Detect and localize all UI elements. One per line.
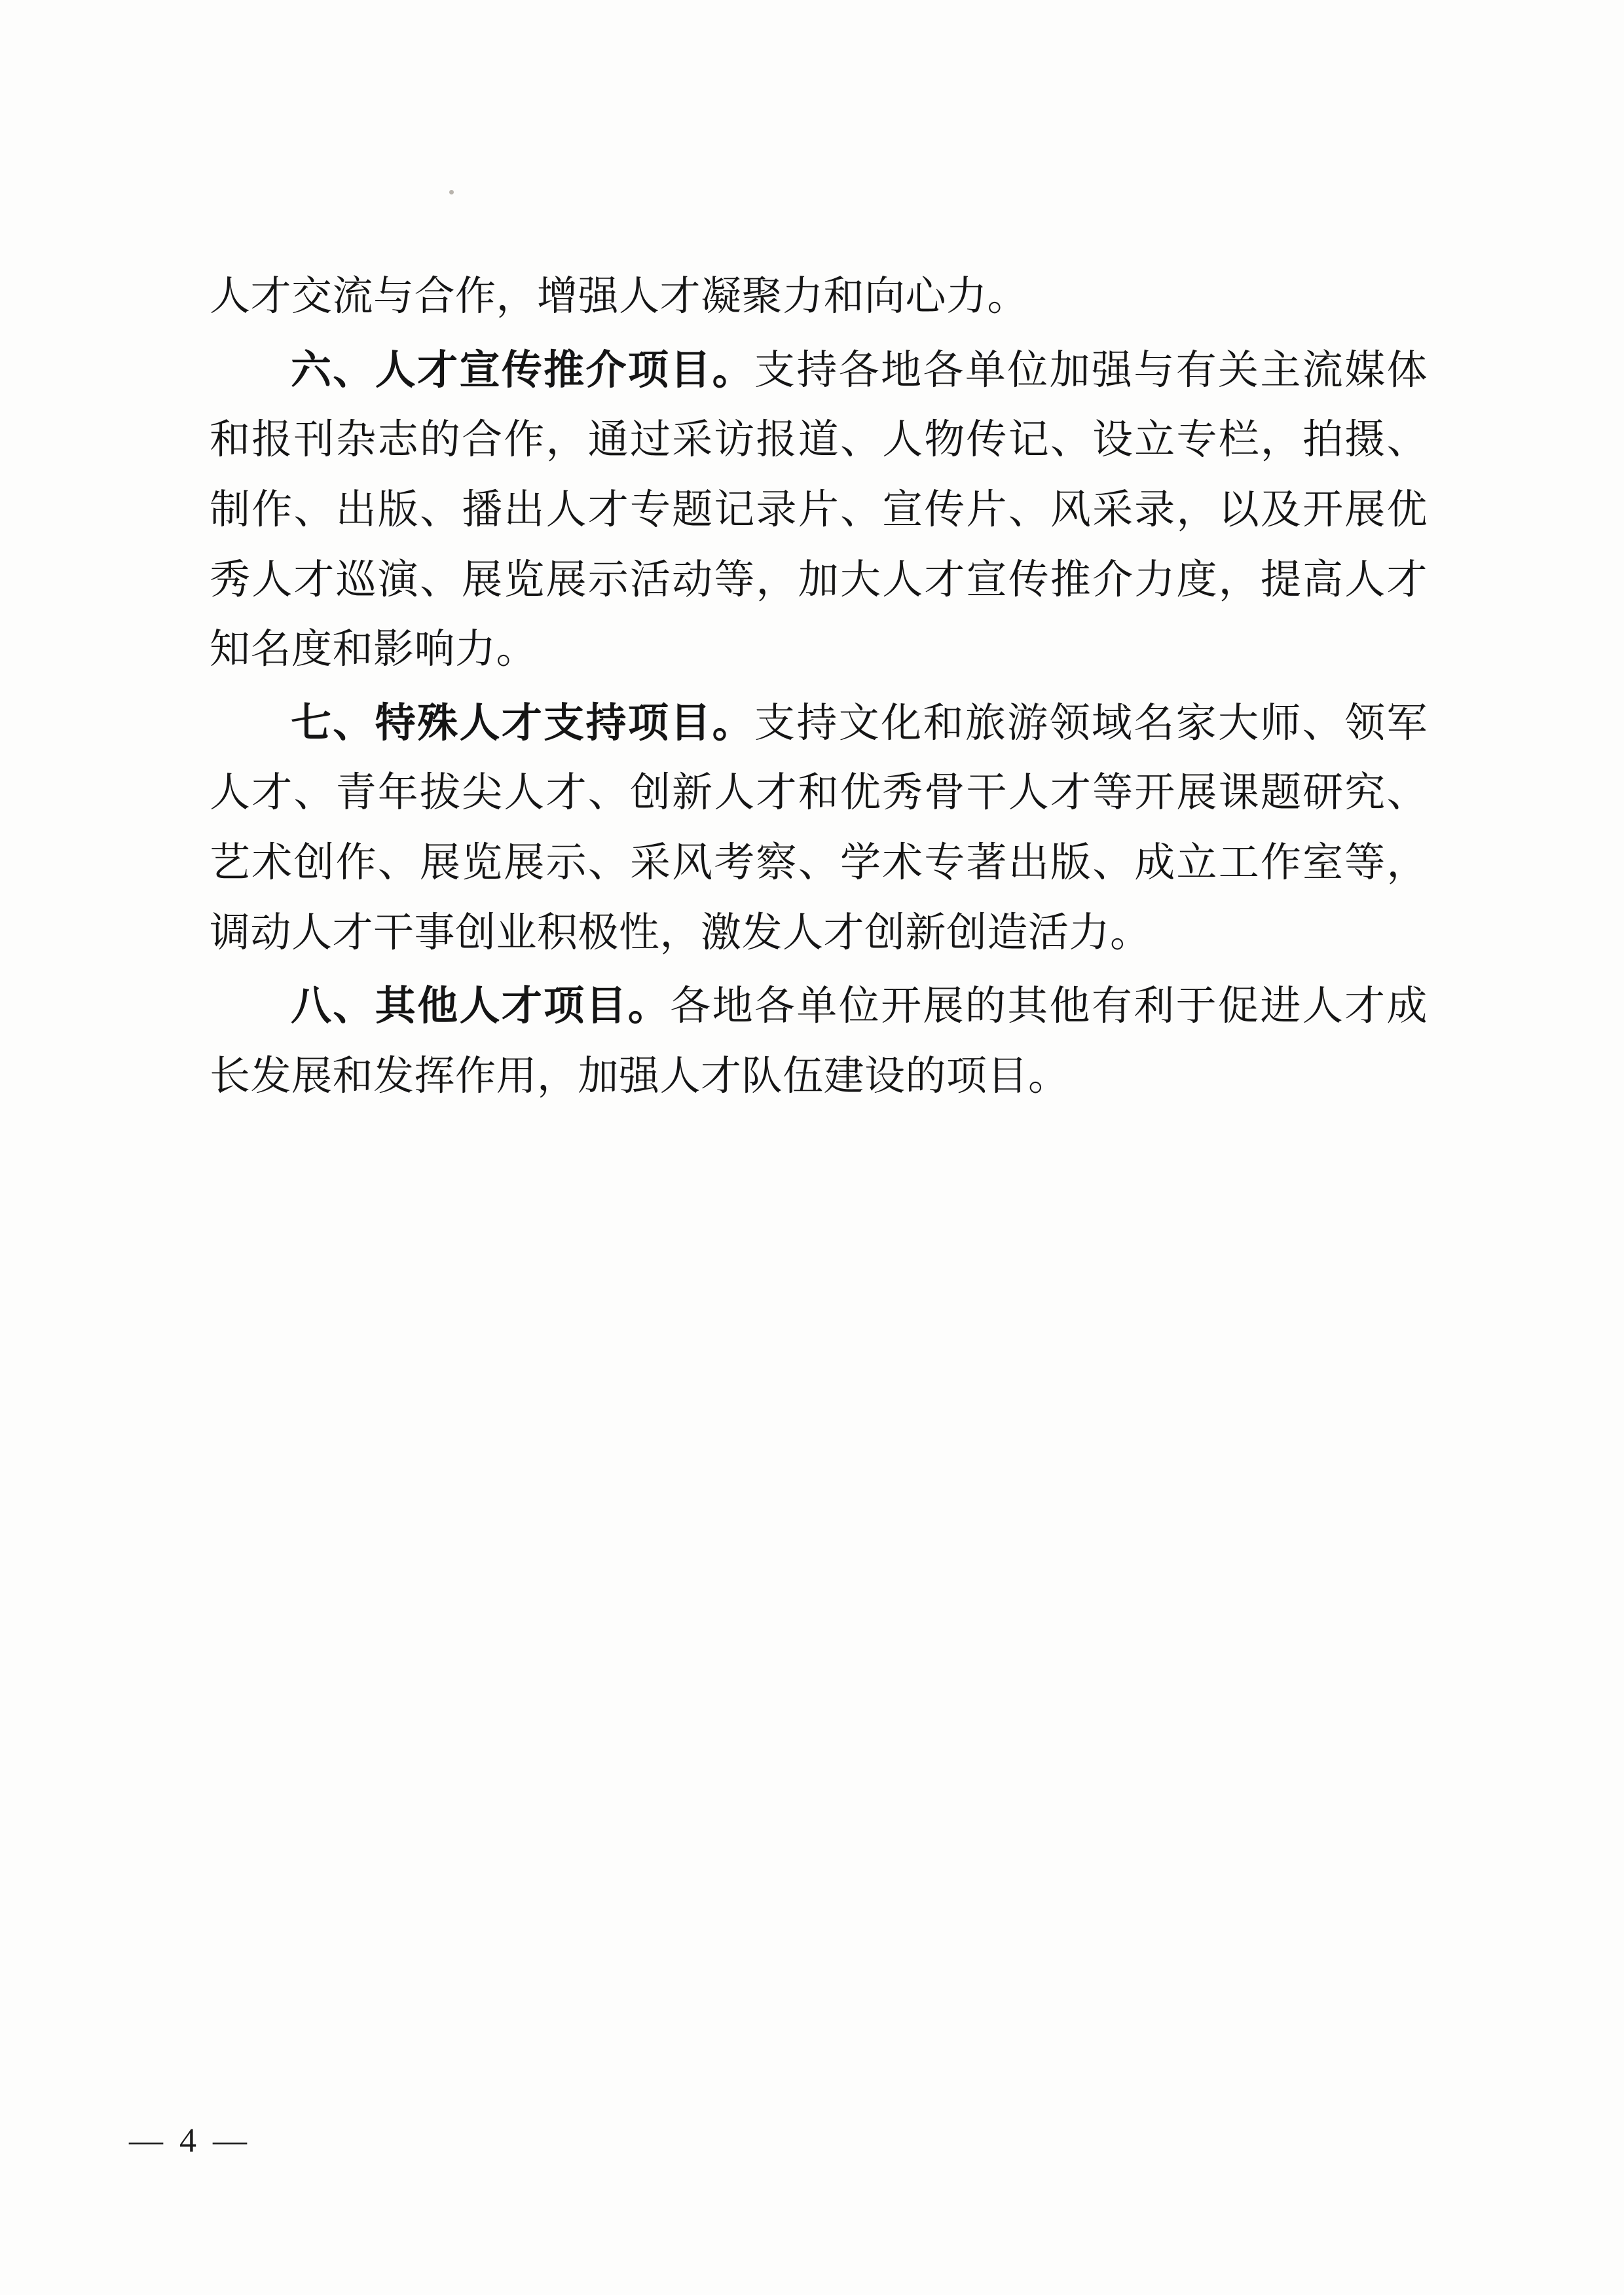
- page-number: — 4 —: [129, 2122, 251, 2159]
- paragraph-text: 人才交流与合作，增强人才凝聚力和向心力。: [210, 274, 1029, 319]
- page-footer: [0, 2121, 1624, 2160]
- paragraph-text: 支持各地各单位加强与有关主流媒体和报刊杂志的合作，通过采访报道、人物传记、设立专栏，拍摄、制作、出版、播出人才专题记录片、宣传片、风采录，以及开展优秀人才巡演、展览展示活动等，加大人才宣传推介力度，提高人才知名度和影响力。: [210, 348, 1428, 672]
- paragraph-item-six: [210, 336, 1428, 685]
- document-body: [210, 262, 1428, 1116]
- paragraph-lead: 七、特殊人才支持项目。: [291, 701, 755, 746]
- paragraph-lead: 六、人才宣传推介项目。: [291, 348, 755, 393]
- paragraph-item-seven: [210, 689, 1428, 968]
- paragraph-text: 各地各单位开展的其他有利于促进人才成长发展和发挥作用，加强人才队伍建设的项目。: [210, 984, 1428, 1099]
- paragraph-lead: 八、其他人才项目。: [291, 984, 671, 1029]
- paragraph-text: 支持文化和旅游领域名家大师、领军人才、青年拔尖人才、创新人才和优秀骨干人才等开展课题研究、艺术创作、展览展示、采风考察、学术专著出版、成立工作室等，调动人才干事创业积极性，激发人才创新创造活力。: [210, 701, 1428, 955]
- paragraph-continuation: [210, 262, 1428, 332]
- paragraph-item-eight: [210, 972, 1428, 1111]
- page-artifact-speck: [449, 190, 454, 194]
